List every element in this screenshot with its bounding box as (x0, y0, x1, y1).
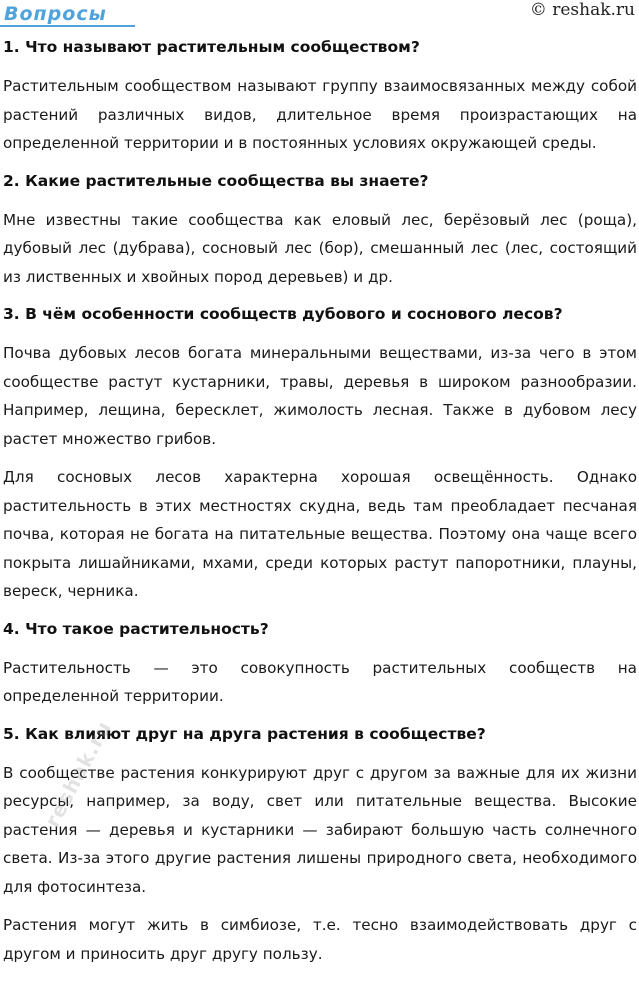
qa-block-3 (3, 303, 637, 606)
answer-4-paragraph-1: Растительность — это совокупность растительных сообществ на определенной территории. (3, 658, 637, 705)
answer-5-paragraph-1: В сообществе растения конкурируют друг с другом за важные для их жизни ресурсы, например, за воду, свет или питательные вещества. Высокие растения — деревья и кустарники — забирают большую часть солнечного света. Из-за этого другие растения лишены природного света, необходимого для фотосинтеза. (3, 763, 637, 896)
question-5: 5. Как влияют друг на друга растения в сообществе? (3, 724, 486, 743)
answer-1-paragraph-1: Растительным сообществом называют группу взаимосвязанных между собой растений различных видов, длительное время произрастающих на определенной территории и в постоянных условиях окружающей среды. (3, 77, 637, 152)
qa-block-1 (3, 36, 637, 158)
question-2: 2. Какие растительные сообщества вы знаете? (3, 171, 429, 190)
answer-3-paragraph-2: Для сосновых лесов характерна хорошая освещённость. Однако растительность в этих местностях скудна, ведь там преобладает песчаная почва, которая не богата на питательные вещества. Поэтому она чаще всего покрыта лишайниками, мхами, среди которых растут папоротники, плауны, вереск, черника. (3, 468, 637, 600)
answer-5-paragraph-2: Растения могут жить в симбиозе, т.е. тесно взаимодействовать друг с другом и приносить друг другу пользу. (3, 916, 637, 963)
section-title-underline (0, 25, 135, 27)
answer-3-paragraph-1: Почва дубовых лесов богата минеральными веществами, из-за чего в этом сообществе растут кустарники, травы, деревья в широком разнообразии. Например, лещина, бересклет, жимолость лесная. Также в дубовом лесу растет множество грибов. (3, 344, 637, 448)
question-4: 4. Что такое растительность? (3, 619, 269, 638)
qa-block-2 (3, 170, 637, 292)
page-header (0, 0, 639, 30)
copyright-watermark: © reshak.ru (529, 0, 635, 20)
answer-2-paragraph-1: Мне известны такие сообщества как еловый лес, берёзовый лес (роща), дубовый лес (дубрава), сосновый лес (бор), смешанный лес (лес, состоящий из лиственных и хвойных пород деревьев) и др. (3, 210, 637, 286)
section-title: Вопросы (4, 3, 107, 25)
diagonal-watermark: reshak.ru (40, 716, 117, 832)
question-3: 3. В чём особенности сообществ дубового и соснового лесов? (3, 305, 563, 323)
qa-content (3, 36, 637, 978)
question-1: 1. Что называют растительным сообществом? (3, 38, 420, 56)
qa-block-4 (3, 618, 637, 711)
